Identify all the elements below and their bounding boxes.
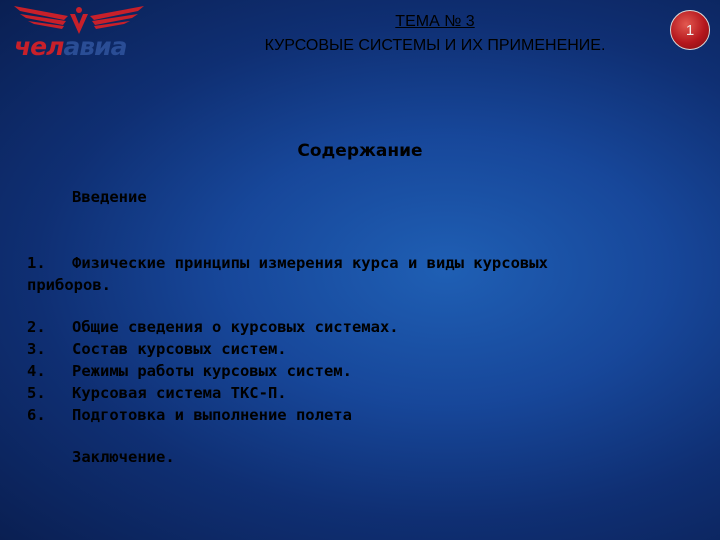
item-number: 6. bbox=[27, 406, 46, 424]
topic-title: КУРСОВЫЕ СИСТЕМЫ И ИХ ПРИМЕНЕНИЕ. bbox=[264, 37, 606, 54]
conclusion-item: Заключение. bbox=[72, 448, 175, 466]
item-text: Курсовая система ТКС-П. bbox=[72, 384, 287, 402]
page-number-badge: 1 bbox=[670, 10, 710, 50]
topic-number: ТЕМА № 3 bbox=[395, 13, 475, 30]
logo-text-part2: авиа bbox=[63, 32, 127, 61]
item-text: Физические принципы измерения курса и виды курсовых bbox=[72, 254, 548, 272]
item-number: 2. bbox=[27, 318, 46, 336]
logo-wordmark bbox=[14, 34, 127, 59]
item-number: 5. bbox=[27, 384, 46, 402]
item-text: Режимы работы курсовых систем. bbox=[72, 362, 352, 380]
company-logo bbox=[6, 4, 152, 68]
item-number: 3. bbox=[27, 340, 46, 358]
item-text: Общие сведения о курсовых системах. bbox=[72, 318, 399, 336]
intro-item: Введение bbox=[72, 188, 147, 206]
contents-heading: Содержание bbox=[297, 141, 423, 161]
item-text: Подготовка и выполнение полета bbox=[72, 406, 352, 424]
item-text: Состав курсовых систем. bbox=[72, 340, 287, 358]
item-text-continuation: приборов. bbox=[27, 276, 111, 294]
item-number: 4. bbox=[27, 362, 46, 380]
logo-text-part1: чел bbox=[14, 32, 64, 61]
item-number: 1. bbox=[27, 254, 46, 272]
